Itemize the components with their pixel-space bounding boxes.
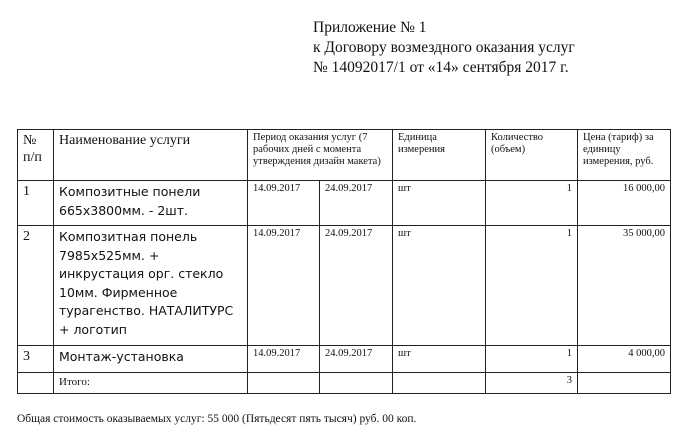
total-empty-end xyxy=(320,373,393,394)
services-table xyxy=(17,129,671,394)
total-empty-price xyxy=(578,373,671,394)
row-qty: 1 xyxy=(486,226,578,346)
row-price: 35 000,00 xyxy=(578,226,671,346)
row-unit: шт xyxy=(393,346,486,373)
header-period: Период оказания услуг (7 рабочих дней с момента утверждения дизайн макета) xyxy=(248,130,393,181)
header-unit: Единица измерения xyxy=(393,130,486,181)
row-end-date: 24.09.2017 xyxy=(320,226,393,346)
row-unit: шт xyxy=(393,226,486,346)
header-name: Наименование услуги xyxy=(54,130,248,181)
table-header-row xyxy=(18,130,671,181)
contract-number-date: № 14092017/1 от «14» сентября 2017 г. xyxy=(313,59,569,76)
table-row xyxy=(18,226,671,346)
table-row xyxy=(18,346,671,373)
total-empty-num xyxy=(18,373,54,394)
row-qty: 1 xyxy=(486,181,578,226)
row-price: 16 000,00 xyxy=(578,181,671,226)
row-unit: шт xyxy=(393,181,486,226)
total-qty: 3 xyxy=(486,373,578,394)
row-num: 1 xyxy=(18,181,54,226)
row-qty: 1 xyxy=(486,346,578,373)
table-total-row xyxy=(18,373,671,394)
row-num: 2 xyxy=(18,226,54,346)
row-end-date: 24.09.2017 xyxy=(320,346,393,373)
row-num: 3 xyxy=(18,346,54,373)
row-price: 4 000,00 xyxy=(578,346,671,373)
total-empty-start xyxy=(248,373,320,394)
row-service-name: Композитные понели 665х3800мм. - 2шт. xyxy=(54,181,248,226)
total-cost-text: Общая стоимость оказываемых услуг: 55 000 (Пятьдесят пять тысяч) руб. 00 коп. xyxy=(17,413,417,425)
row-start-date: 14.09.2017 xyxy=(248,181,320,226)
document-header xyxy=(313,18,575,78)
appendix-title: Приложение № 1 xyxy=(313,19,427,36)
row-start-date: 14.09.2017 xyxy=(248,226,320,346)
contract-reference: к Договору возмездного оказания услуг xyxy=(313,39,575,56)
header-price: Цена (тариф) за единицу измерения, руб. xyxy=(578,130,671,181)
row-service-name: Композитная понель 7985х525мм. + инкрустация орг. стекло 10мм. Фирменное турагенство. НАТАЛИТУРС + логотип xyxy=(54,226,248,346)
row-start-date: 14.09.2017 xyxy=(248,346,320,373)
header-num: № п/п xyxy=(18,130,54,181)
table-row xyxy=(18,181,671,226)
row-end-date: 24.09.2017 xyxy=(320,181,393,226)
total-label: Итого: xyxy=(54,373,248,394)
header-qty: Количество (объем) xyxy=(486,130,578,181)
total-empty-unit xyxy=(393,373,486,394)
row-service-name: Монтаж-установка xyxy=(54,346,248,373)
